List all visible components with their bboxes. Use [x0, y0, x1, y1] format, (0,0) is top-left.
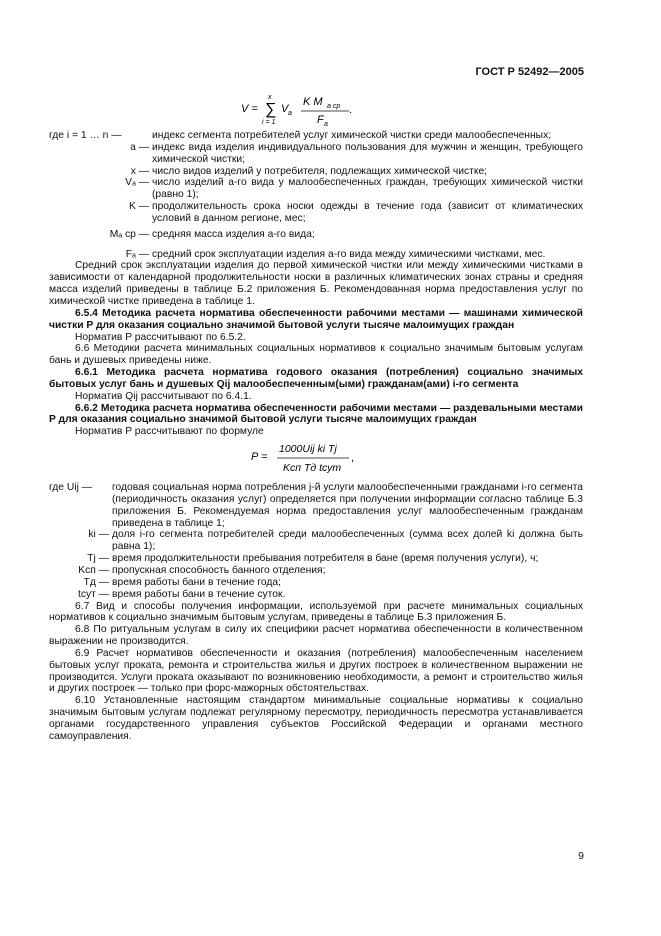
paragraph: 6.9 Расчет нормативов обеспеченности и оказания (потребления) малообеспеченным населением бытовых услуг проката, ремонта и строительства жилья и других построек в количественном выражении не производится. Услуги проката оказывают по возникновению необходимости, а ремонт и строительство жилья и других построек — только при форс-мажорных обстоятельствах. [49, 647, 583, 695]
definition-text: время работы бани в течение года; [112, 576, 282, 588]
definition-text: доля i-го сегмента потребителей среди малообеспеченных (сумма всех долей ki должна быть равна 1); [112, 529, 583, 553]
definition-symbol: Mₐ ср — [109, 228, 149, 240]
definition-row [49, 177, 583, 201]
formula-p-svg [251, 438, 381, 478]
formula-v [49, 92, 583, 130]
definition-row [49, 166, 583, 178]
definition-text: годовая социальная норма потребления j-й услуги малообеспеченными гражданами i-го сегмента (периодичность оказания услуг) определяется при получении информации согласно таблице Б.3 приложения Б. Рекомендуемая норма предоставления услуг малообеспеченным гражданам приведена в таблице 1; [112, 482, 583, 529]
formula-v-term: V [281, 103, 289, 115]
definition-row [49, 201, 583, 225]
definition-text: пропускная способность банного отделения; [112, 565, 326, 576]
section-heading-6-6-1: 6.6.1 Методика расчета норматива годового оказания (потребления) социально значимых бытовых услуг бань и душевых Qij малообеспеченным(ыми) гражданам(ами) i-го сегмента [49, 367, 583, 390]
formula-v-den-sub: a [324, 121, 328, 128]
definition-text: число видов изделий у потребителя, подлежащих химической чистке; [152, 165, 488, 177]
formula-v-num-sub: а ср [327, 103, 341, 110]
definition-row [49, 249, 583, 261]
definitions-p [49, 482, 583, 600]
paragraph: 6.10 Установленные настоящим стандартом минимальные социальные нормативы к социально значимым бытовым услугам подлежат регулярному пересмотру, периодичность пересмотра устанавливается органами государственного управления субъектов Российской Федерации и органами местного самоуправления. [49, 695, 583, 742]
document-header: ГОСТ Р 52492—2005 [475, 66, 584, 78]
document-body [49, 92, 583, 743]
formula-p [49, 438, 583, 478]
definition-symbol: a — [130, 141, 149, 153]
definition-symbol: x — [130, 165, 149, 177]
definition-symbol: Tд — [83, 576, 109, 588]
section-heading-6-5-4: 6.5.4 Методика расчета норматива обеспеченности рабочими местами — машинами химической чистки P для оказания социально значимой бытовой услуги тысяче малоимущих граждан [49, 307, 583, 331]
formula-v-sum-bottom: i = 1 [262, 119, 276, 126]
paragraph: 6.8 По ритуальным услугам в силу их специфики расчет норматива обеспеченности в количественном выражении не производится. [49, 624, 583, 648]
page-number: 9 [578, 850, 584, 862]
definition-row [49, 130, 583, 142]
paragraph: Норматив P рассчитывают по 6.5.2. [75, 331, 246, 343]
definition-row [49, 229, 583, 241]
definition-row [49, 553, 583, 565]
definition-text: индекс сегмента потребителей услуг химической чистки среди малообеспеченных; [152, 130, 552, 141]
definition-row [49, 565, 583, 577]
formula-v-term-sub: a [288, 110, 292, 117]
definition-text: число изделий а-го вида у малообеспеченных граждан, требующих химической чистки (равно 1); [152, 177, 583, 201]
formula-p-lhs: P = [251, 451, 268, 464]
definition-symbol: Tj — [87, 553, 109, 565]
formula-v-lhs: V = [241, 103, 258, 115]
definition-symbol: K — [128, 201, 149, 213]
definition-text: время работы бани в течение суток. [112, 588, 286, 600]
definition-symbol: где i = 1 … n — [49, 130, 122, 141]
definition-text: индекс вида изделия индивидуального пользования для мужчин и женщин, требующего химической чистки; [152, 141, 583, 165]
definition-text: продолжительность срока носки одежды в течение года (зависит от климатических условий в данном регионе, мес; [152, 201, 583, 224]
definition-text: средний срок эксплуатации изделия а-го вида между химическими чистками, мес. [152, 248, 546, 260]
definition-row [49, 589, 583, 601]
formula-p-end: , [351, 452, 355, 465]
definition-symbol: ki — [88, 529, 109, 541]
formula-v-num: K M [303, 96, 323, 108]
formula-v-sum-top: x [268, 94, 272, 101]
formula-v-sigma: ∑ [265, 101, 277, 118]
definition-row [49, 529, 583, 553]
definition-symbol: где Uij — [49, 482, 93, 494]
paragraph: Норматив Qij рассчитывают по 6.4.1. [75, 390, 252, 402]
definition-row [49, 142, 583, 166]
formula-v-den: F [317, 114, 324, 126]
formula-p-den: Kсп Tд tсут [283, 462, 342, 475]
definition-text: время продолжительности пребывания потребителя в бане (время получения услуги), ч; [112, 553, 539, 565]
definition-row [49, 482, 583, 529]
formula-v-end: . [349, 104, 353, 116]
paragraph: 6.6 Методики расчета минимальных социальных нормативов к социально значимым бытовым услугам бань и душевых приведены ниже. [49, 343, 583, 367]
paragraph: 6.7 Вид и способы получения информации, используемой при расчете минимальных социальных нормативов к социально значимым бытовым услугам, приведены в таблице Б.3 приложения Б. [49, 600, 583, 624]
definitions-v [49, 130, 583, 260]
definition-symbol: Kсп — [78, 565, 109, 576]
definition-row [49, 577, 583, 589]
paragraph: Средний срок эксплуатации изделия до первой химической чистки или между химическими чистками в зависимости от календарной продолжительности носки в различных климатических зонах страны и средняя масса изделий приведены в таблице Б.2 приложения Б. Рекомендованная норма предоставления услуг по химической чистке приведена в таблице 1. [49, 260, 583, 307]
definition-symbol: Fₐ — [125, 248, 149, 260]
formula-p-num: 1000Uij ki Tj [279, 443, 337, 456]
definition-symbol: Vₐ — [125, 177, 149, 189]
definition-text: средняя масса изделия а-го вида; [152, 228, 315, 240]
section-heading-6-6-2: 6.6.2 Методика расчета норматива обеспеченности рабочими местами — раздевальными местами P для оказания социально значимой бытовой услуги тысяче малоимущих граждан [49, 402, 583, 426]
paragraph: Норматив P рассчитывают по формуле [75, 426, 264, 438]
formula-v-svg [241, 92, 391, 130]
definition-symbol: tсут — [77, 588, 109, 600]
